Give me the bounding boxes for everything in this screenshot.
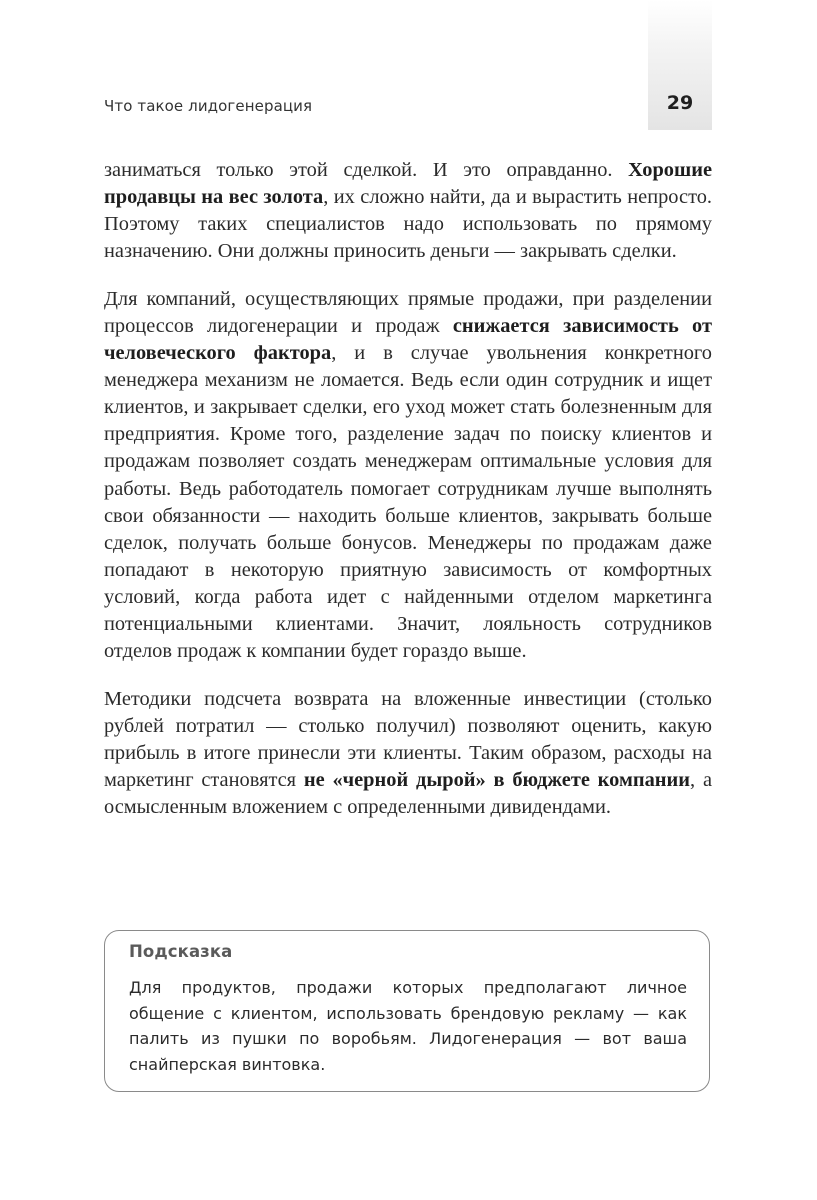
hint-box: [104, 930, 710, 1092]
page-number: 29: [666, 92, 694, 114]
paragraph-2-part-3: , и в случае увольнения конкретного менеджера механизм не ломается. Ведь если один сотрудник и ищет клиентов, и закрывает сделки, его уход может стать болезненным для предприятия. Кроме того, разделение задач по поиску клиентов и продажам позволяет создать менеджерам оптимальные условия для работы. Ведь работодатель помогает сотрудникам лучше выполнять свои обязанности — находить больше клиентов, закрывать больше сделок, получать больше бонусов. Менеджеры по продажам даже попадают в некоторую приятную зависимость от комфортных условий, когда работа идет с найденными отделом маркетинга потенциальными клиентами. Значит, лояльность сотрудников отделов продаж к компании будет гораздо выше.: [104, 342, 712, 662]
paragraph-3: [104, 686, 712, 821]
body-text: [104, 157, 712, 842]
hint-title: Подсказка: [129, 942, 233, 961]
paragraph-3-part-3: , а осмысленным вложением с определенными дивидендами.: [104, 768, 712, 819]
paragraph-3-bold-phrase: не «черной дырой» в бюджете компании: [303, 768, 691, 791]
paragraph-1-part-3: , их сложно найти, да и вырастить непросто. Поэтому таких специалистов надо использовать по прямому назначению. Они должны приносить деньги — закрывать сделки.: [104, 186, 712, 263]
paragraph-1: [104, 157, 712, 265]
paragraph-2-bold-phrase: снижается зависимость от человеческого фактора: [104, 315, 712, 365]
paragraph-3-part-1: Методики подсчета возврата на вложенные инвестиции (столько рублей потратил — столько получил) позволяют оценить, какую прибыль в итоге принесли эти клиенты. Таким образом, расходы на маркетинг становятся: [104, 687, 712, 791]
paragraph-1-part-1: заниматься только этой сделкой. И это оправданно.: [104, 159, 629, 181]
paragraph-2: [104, 286, 712, 665]
paragraph-1-bold-phrase: Хорошие продавцы на вес золота: [104, 159, 712, 209]
paragraph-2-part-1: Для компаний, осуществляющих прямые продажи, при разделении процессов лидогенерации и продаж: [104, 288, 712, 338]
running-header-title: Что такое лидогенерация: [104, 97, 313, 115]
hint-text: Для продуктов, продажи которых предполагают личное общение с клиентом, использовать брендовую рекламу — как палить из пушки по воробьям. Лидогенерация — вот ваша снайперская винтовка.: [129, 978, 687, 1074]
page-number-tab: [648, 0, 712, 130]
